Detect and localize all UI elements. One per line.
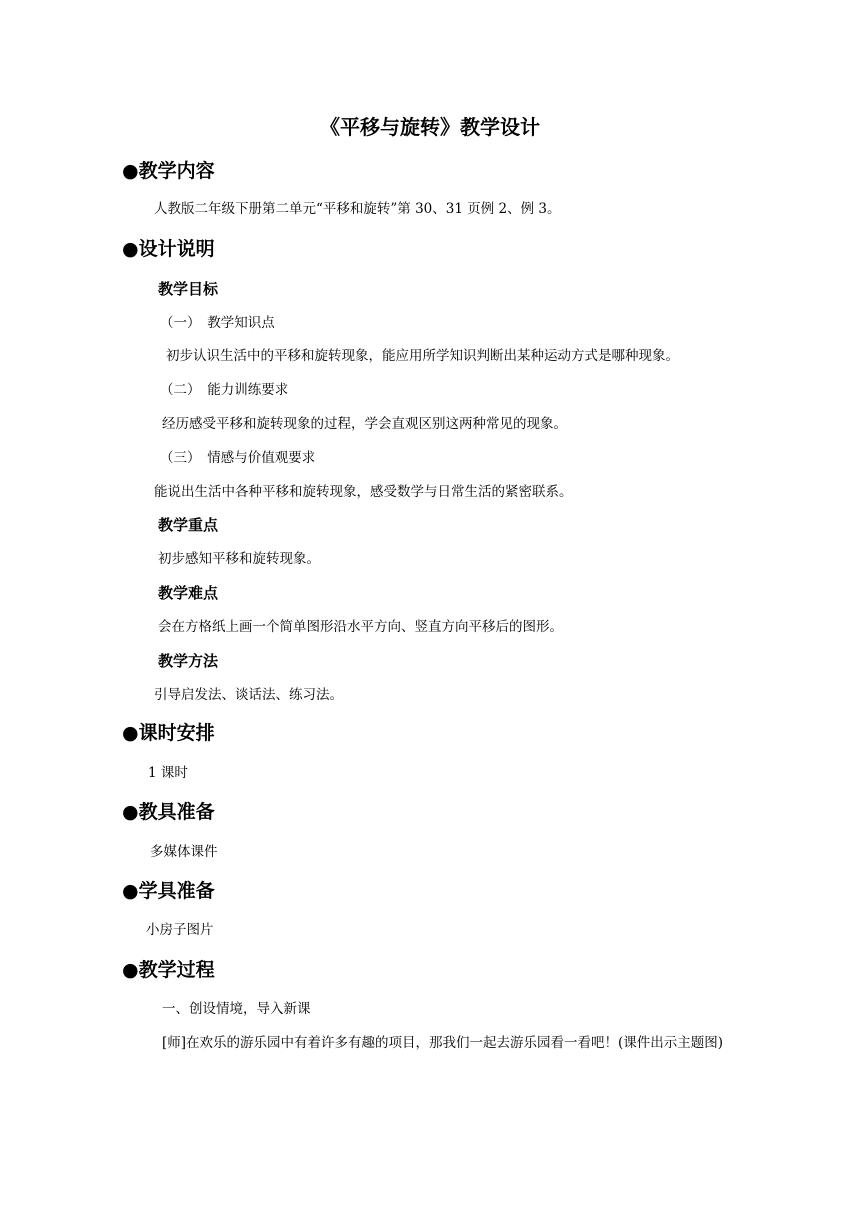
teacher-tools-text: 多媒体课件 xyxy=(150,844,218,860)
goal1-text: 初步认识生活中的平移和旋转现象，能应用所学知识判断出某种运动方式是哪种现象。 xyxy=(166,348,679,364)
goal2-text: 经历感受平移和旋转现象的过程，学会直观区别这两种常见的现象。 xyxy=(162,416,567,432)
student-tools-text: 小房子图片 xyxy=(146,922,214,938)
teaching-content-text: 人教版二年级下册第二单元“平移和旋转”第 30、31 页例 2、例 3。 xyxy=(154,201,561,217)
heading-design-notes: ●设计说明 xyxy=(122,238,215,260)
heading-student-tools: ●学具准备 xyxy=(122,880,215,902)
process-step1-text: [师]在欢乐的游乐园中有着许多有趣的项目，那我们一起去游乐园看一看吧！(课件出示主题图) xyxy=(162,1035,724,1051)
heading-teaching-method: 教学方法 xyxy=(158,652,219,670)
heading-key-point: 教学重点 xyxy=(158,516,219,534)
teaching-method-text: 引导启发法、谈话法、练习法。 xyxy=(154,687,343,703)
heading-teaching-goals: 教学目标 xyxy=(158,280,219,298)
heading-difficult-point: 教学难点 xyxy=(158,584,219,602)
schedule-text: 1 课时 xyxy=(148,765,188,781)
process-step1-title: 一、创设情境，导入新课 xyxy=(162,1001,311,1017)
heading-teaching-process: ●教学过程 xyxy=(122,959,215,981)
difficult-point-text: 会在方格纸上画一个简单图形沿水平方向、竖直方向平移后的图形。 xyxy=(158,619,563,635)
goal3-text: 能说出生活中各种平移和旋转现象，感受数学与日常生活的紧密联系。 xyxy=(154,484,573,500)
key-point-text: 初步感知平移和旋转现象。 xyxy=(158,551,320,567)
document-title: 《平移与旋转》教学设计 xyxy=(320,115,540,139)
goal3-label: （三） 情感与价值观要求 xyxy=(160,450,316,466)
heading-schedule: ●课时安排 xyxy=(122,722,215,744)
heading-teacher-tools: ●教具准备 xyxy=(122,801,215,823)
goal1-label: （一） 教学知识点 xyxy=(160,315,275,331)
goal2-label: （二） 能力训练要求 xyxy=(160,382,289,398)
heading-teaching-content: ●教学内容 xyxy=(122,160,215,182)
